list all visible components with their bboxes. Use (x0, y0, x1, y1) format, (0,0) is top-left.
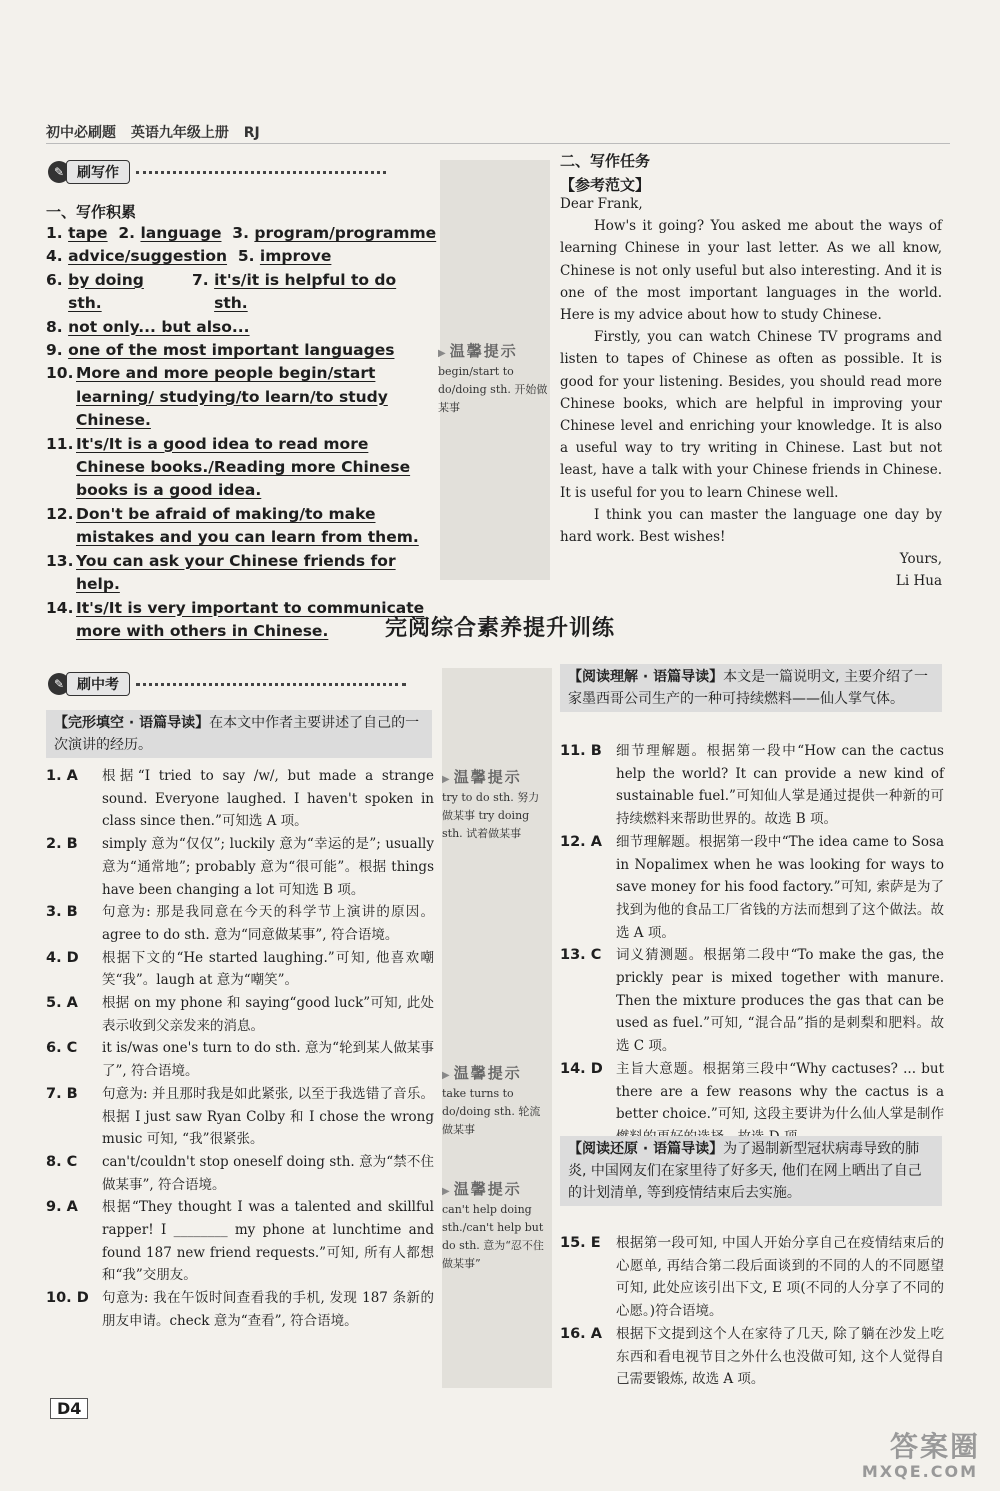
tip-text: take turns to do/doing sth. 轮流做某事 (442, 1087, 541, 1136)
letter-signature: Li Hua (895, 573, 942, 590)
answer-item: 14. D 主旨大意题。根据第三段中“Why cactuses? ... but there are a few reasons why the cactus is a better choice.”可知, 这段主要讲为什么仙人掌是制作 (560, 1060, 944, 1123)
reading-guide (560, 664, 942, 712)
answer-item: 4. D 根据下文的“He started laughing.”可知, 他喜欢嘲笑“我”。laugh at 意为“嘲笑”。 (46, 949, 434, 989)
list-item: 9. one of the most important languages (46, 341, 395, 360)
writing-badge (48, 160, 386, 184)
letter-salutation: Dear Frank, (560, 196, 643, 212)
answer-item: 8. C can't/couldn't stop oneself doing sth. 意为“禁不住做某事”, 符合语境。 (46, 1153, 434, 1193)
sample-label: 【参考范文】 (560, 176, 651, 194)
list-item: 11. It's/It is a good idea to read more Chinese books./Reading more Chinese books is a good idea. (46, 434, 411, 500)
cloze-guide (46, 710, 432, 758)
guide-text: 本文是一篇说明文, 主要介绍了一家墨西哥公司生产的一种可持续燃料——仙人掌气体。 (568, 669, 928, 707)
answer-item: 2. B simply 意为“仅仅”; luckily 意为“幸运的是”; usually 意为“通常地”; probably 意为“很可能”。根据 things have been changing a lot 可知选 B 项。 (46, 836, 434, 898)
reading-answers (560, 1232, 944, 1391)
answer-item: 3. B 句意为: 那是我同意在今天的科学节上演讲的原因。agree to do sth. 意为“同意做某事”, 符合语境。 (46, 904, 434, 943)
page-number: D4 (50, 1398, 88, 1419)
answer-item: 1. A 根据“I tried to say /w/, but made a strange sound. Everyone laughed. I haven't spoken in class since then.”可知选 A 项。 (46, 768, 434, 830)
answer-item: 6. C it is/was one's turn to do sth. 意为“轮到某人做某事了”, 符合语境。 (46, 1040, 434, 1080)
answer-item: 10. D 句意为: 我在午饭时间查看我的手机, 发现 187 条新的朋友申请。check 意为“查看”, 符合语境。 (46, 1290, 434, 1329)
reading-guide (560, 1136, 942, 1206)
guide-text: 为了遏制新型冠状病毒导致的肺炎, 中国网友们在家里待了好多天, 他们在网上晒出了自己的计划清单, 等到疫情结束后去实施。 (568, 1141, 922, 1201)
list-item: 4. advice/suggestion 5. improve (46, 247, 332, 266)
list-item: 13. You can ask your Chinese friends for help. (46, 551, 396, 594)
tip-title: ▶ 温馨提示 (442, 1180, 550, 1201)
book-name: 初中必刷题 (46, 125, 116, 141)
exam-tip (442, 1064, 550, 1139)
section-title: 完阅综合素养提升训练 (384, 616, 615, 641)
tip-text: try to do sth. 努力做某事 try doing sth. 试着做某事 (442, 791, 540, 840)
watermark-url: MXQE.COM (861, 1462, 978, 1481)
answer-item: 15. E 根据第一段可知, 中国人开始分享自己在疫情结束后的心愿单, 再结合第二段后面谈到的不同的人的不同愿望可知, 此处应该引出下文, E 项(不同的人分享了不同的心愿。)符合语境。 (560, 1235, 944, 1320)
page-header (46, 122, 270, 142)
list-item: 6. by doing sth. 7. it's/it is helpful to do sth. (46, 270, 397, 313)
letter-closing: Yours, (899, 551, 942, 568)
subject-name: 英语九年级上册 (130, 125, 229, 141)
writing-list (46, 222, 437, 643)
list-item: 1. tape 2. language 3. program/programme (46, 224, 437, 242)
list-item: 8. not only... but also... (46, 317, 250, 336)
exam-tip (442, 1180, 550, 1273)
dotted-line (136, 171, 386, 174)
guide-text: 在本文中作者主要讲述了自己的一次演讲的经历。 (54, 715, 420, 753)
letter-paragraph: I think you can master the language one day by hard work. Best wishes! (560, 506, 942, 546)
answer-item: 9. A 根据“They thought I was a talented and skillful rapper! I ________ my phone at lunchtime and found 187 new friend requests.”可知, 所有人都想和“我”交朋友。 (46, 1199, 434, 1284)
tip-title: ▶ 温馨提示 (442, 768, 550, 789)
tip-title: ▶ 温馨提示 (442, 1064, 550, 1085)
list-item: 10. More and more people begin/start learning/ studying/to learn/to study Chinese. (46, 364, 388, 430)
answer-item: 7. B 句意为: 并且那时我是如此紧张, 以至于我选错了音乐。根据 I just saw Ryan Colby 和 I chose the wrong music 可知, “我”很紧张。 (46, 1085, 434, 1148)
section1-title: 一、写作积累 (46, 203, 137, 221)
answer-item: 13. C 词义猜测题。根据第二段中“To make the gas, the prickly pear is mixed together with manure. Then the mixture produces the gas that can be used as fuel.”可知, “混合品”指的是刺梨和肥料。故选 C 项。 (560, 947, 944, 1055)
dotted-line (136, 683, 406, 686)
tip-text: begin/start to do/doing sth. 开始做某事 (438, 365, 548, 414)
list-item: 14. It's/It is very important to communicate more with others in Chinese. (46, 598, 425, 640)
exam-tip (442, 768, 550, 843)
writing-badge-label: 刷写作 (66, 160, 130, 184)
letter-paragraph: Firstly, you can watch Chinese TV programs and listen to tapes of Chinese as often as possible. It is good for your listening. Besides, you should read more Chinese books, which are helpful in improving your Chinese level and enriching your knowledge. It is also a useful way to try writing in Chinese. Last but not least, have a talk with your Chinese friends in Chinese. It is useful for you to learn Chinese well. (560, 329, 942, 501)
answer-item: 5. A 根据 on my phone 和 saying“good luck”可知, 此处表示收到父亲发来的消息。 (46, 995, 434, 1034)
writing-tip (438, 342, 548, 417)
pencil-icon: ✎ (48, 673, 70, 695)
header-divider (46, 143, 950, 144)
sample-letter (560, 193, 942, 593)
watermark-logo: 答案圈 (889, 1430, 980, 1463)
answer-item: 16. A 根据下文提到这个人在家待了几天, 除了躺在沙发上吃东西和看电视节目之外什么也没做可知, 这个人觉得自己需要锻炼, 故选 A 项。 (560, 1325, 944, 1388)
pencil-icon: ✎ (48, 161, 70, 183)
guide-label: 【完形填空 · 语篇导读】 (54, 715, 210, 731)
edition-label: RJ (243, 125, 260, 141)
tip-text: can't help doing sth./can't help but do sth. 意为“忍不住做某事” (442, 1203, 544, 1270)
answer-item: 12. A 细节理解题。根据第一段中“The idea came to Sosa in Nopalimex when he was looking for ways to save money for his food factory.”可知, 索萨是为了找到为他的食品工厂省钱的方法而想到了这个做法。故选 A 项。 (560, 833, 944, 941)
cloze-answers (46, 765, 434, 1333)
exam-badge-label: 刷中考 (66, 672, 130, 696)
answer-item: 11. B 细节理解题。根据第一段中“How can the cactus help the world? It can provide a new kind of sustainable fuel.”可知仙人掌是通过提供一种新的可持续燃料来帮助世界的。故选 B 项。 (560, 743, 944, 828)
tip-title: ▶ 温馨提示 (438, 342, 548, 363)
reading-answers (560, 740, 944, 1149)
section2-title: 二、写作任务 (560, 152, 651, 170)
exam-badge (48, 672, 406, 696)
guide-label: 【阅读理解 · 语篇导读】 (568, 669, 724, 685)
list-item: 12. Don't be afraid of making/to make mistakes and you can learn from them. (46, 504, 419, 547)
letter-paragraph: How's it going? You asked me about the ways of learning Chinese in your last letter. As we all know, Chinese is not only useful but also interesting. And it is one of the most important languages in the world. Here is my advice about how to study Chinese. (560, 218, 942, 324)
guide-label: 【阅读还原 · 语篇导读】 (568, 1141, 724, 1157)
